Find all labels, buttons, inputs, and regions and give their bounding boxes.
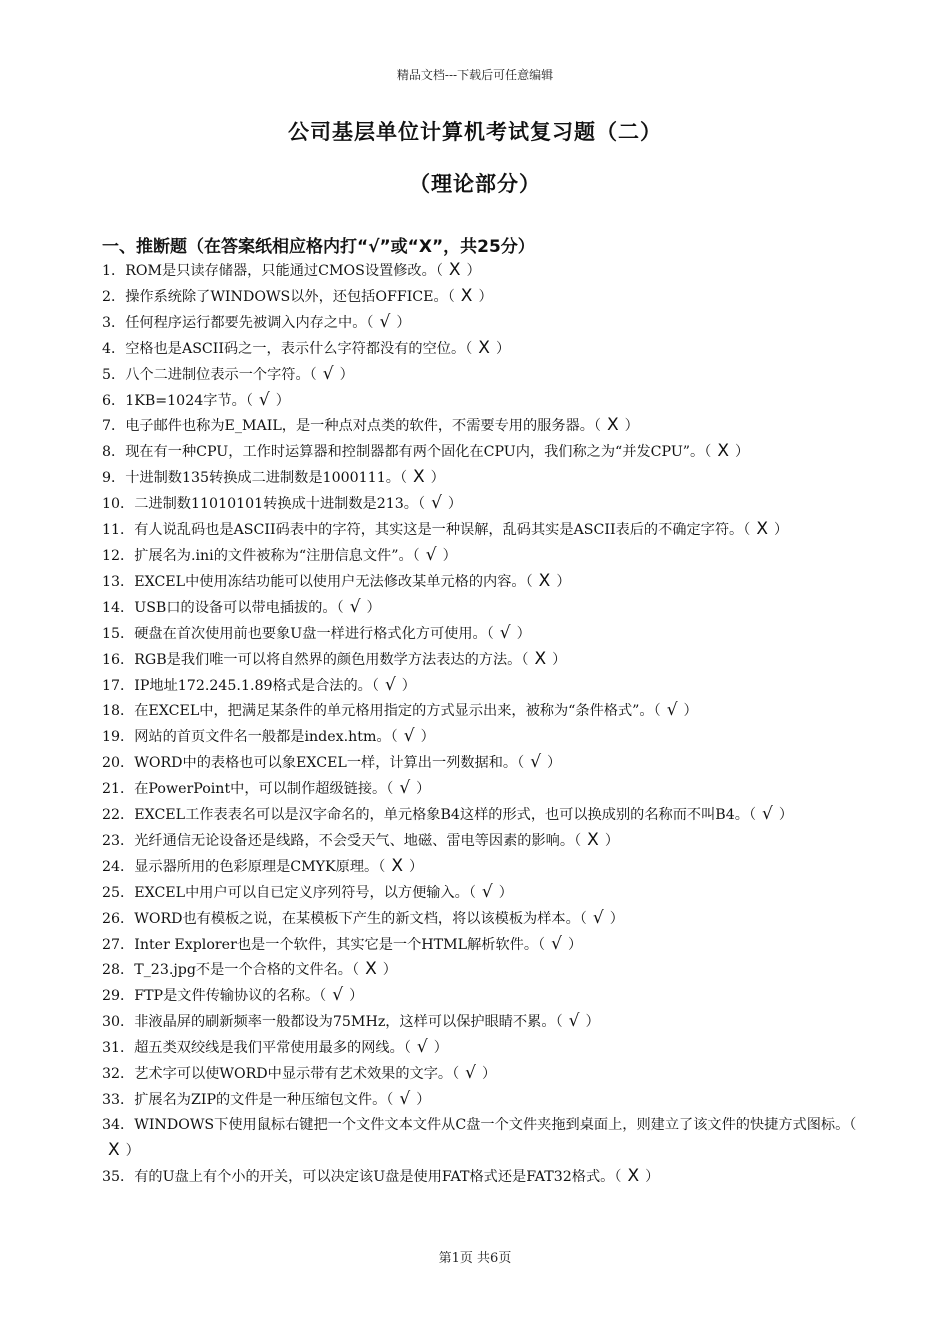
answer-mark: X [627, 1165, 640, 1186]
question-text: 26．WORD也有模板之说，在某模板下产生的新文档，将以该模板为样本。（ [102, 910, 587, 927]
question-text: 30．非液晶屏的刷新频率一般都设为75MHz，这样可以保护眼睛不累。（ [102, 1014, 563, 1031]
question-close: ） [604, 832, 620, 849]
question-item [102, 284, 858, 310]
question-close: ） [416, 781, 431, 798]
question-item [102, 543, 858, 569]
question-text: 5．八个二进制位表示一个字符。（ [102, 366, 317, 383]
question-text: 29．FTP是文件传输协议的名称。（ [102, 988, 327, 1005]
question-text: 14．USB口的设备可以带电插拔的。（ [102, 599, 344, 616]
answer-mark: X [717, 441, 729, 462]
answer-mark: X [607, 415, 619, 436]
question-text: 1．ROM是只读存储器，只能通过CMOS设置修改。（ [102, 263, 443, 279]
question-close: ） [420, 729, 435, 746]
answer-mark: √ [481, 881, 493, 902]
question-close: ） [125, 1142, 140, 1159]
answer-mark: √ [762, 804, 773, 825]
question-item [102, 310, 858, 336]
section-heading: 一、推断题（在答案纸相应格内打“√”或“X”，共25分） [102, 237, 535, 257]
question-text: 33．扩展名为ZIP的文件是一种压缩包文件。（ [102, 1092, 394, 1108]
question-text: 23．光纤通信无论设备还是线路，不会受天气、地磁、雷电等因素的影响。（ [102, 832, 582, 849]
answer-mark: X [534, 648, 547, 669]
question-item [102, 517, 858, 543]
answer-mark: √ [431, 493, 442, 514]
question-close: ） [401, 677, 416, 694]
question-item [102, 1009, 858, 1035]
question-text: 7．电子邮件也称为E_MAIL，是一种点对点类的软件，不需要专用的服务器。（ [102, 418, 601, 435]
question-close: ） [339, 366, 354, 383]
question-close: ） [416, 1092, 431, 1108]
question-item [102, 880, 858, 906]
question-text: 18．在EXCEL中，把满足某条件的单元格用指定的方式显示出来，被称为“条件格式”。（ [102, 703, 661, 720]
question-text: 3．任何程序运行都要先被调入内存之中。（ [102, 314, 374, 331]
question-item [102, 362, 858, 388]
question-text: 16．RGB是我们唯一可以将自然界的颜色用数学方法表达的方法。（ [102, 651, 529, 668]
question-item [102, 388, 858, 414]
question-close: ） [349, 988, 364, 1005]
answer-mark: X [478, 337, 490, 358]
page-footer: 第1页 共6页 [438, 1251, 512, 1266]
question-text: 4．空格也是ASCII码之一，表示什么字符都没有的空位。（ [102, 340, 473, 357]
question-close: ） [556, 573, 571, 590]
question-item [102, 595, 858, 621]
question-item [102, 465, 858, 491]
question-item [102, 698, 858, 724]
question-text: 10．二进制数11010101转换成十进制数是213。（ [102, 496, 426, 513]
question-text: 25．EXCEL中用户可以自已定义序列符号，以方便输入。（ [102, 884, 476, 901]
question-close: ） [466, 263, 481, 279]
answer-mark: √ [592, 907, 604, 928]
answer-mark: X [756, 519, 768, 540]
document-subtitle: （理论部分） [409, 172, 541, 196]
question-text: 31．超五类双绞线是我们平常使用最多的网线。（ [102, 1040, 411, 1057]
answer-mark: √ [416, 1037, 428, 1058]
answer-mark: √ [568, 1011, 580, 1032]
question-close: ） [396, 314, 411, 331]
answer-mark: X [391, 855, 403, 876]
question-item [102, 1113, 858, 1164]
question-text: 24．显示器所用的色彩原理是CMYK原理。（ [102, 858, 386, 875]
question-list [102, 258, 858, 1190]
answer-mark: √ [258, 389, 270, 410]
question-text: 11．有人说乱码也是ASCII码表中的字符，其实这是一种误解，乱码其实是ASCII表后的不确定字符。（ [102, 522, 751, 539]
question-close: ） [495, 340, 511, 357]
page-header: 精品文档---下载后可任意编辑 [396, 68, 554, 82]
question-item [102, 724, 858, 750]
question-close: ） [447, 496, 463, 513]
question-close: ） [482, 1066, 497, 1083]
answer-mark: √ [379, 311, 391, 332]
answer-mark: √ [465, 1063, 477, 1084]
question-item [102, 1035, 858, 1061]
question-item [102, 854, 858, 880]
question-item [102, 1164, 858, 1190]
question-item [102, 413, 858, 439]
question-text: 8．现在有一种CPU，工作时运算器和控制器都有两个固化在CPU内，我们称之为“并发CPU”。（ [102, 444, 712, 461]
question-close: ） [683, 703, 698, 720]
question-close: ） [624, 418, 639, 435]
question-text: 34．WINDOWS下使用鼠标右键把一个文件文本文件从C盘一个文件夹拖到桌面上，则建立了该文件的快捷方式图标。（ [102, 1116, 857, 1133]
question-item [102, 491, 858, 517]
answer-mark: √ [399, 778, 411, 799]
question-item [102, 1087, 858, 1113]
question-item [102, 750, 858, 776]
question-close: ） [275, 392, 290, 409]
question-item [102, 776, 858, 802]
question-text: 15．硬盘在首次使用前也要象U盘一样进行格式化方可使用。（ [102, 625, 494, 642]
question-close: ） [366, 599, 381, 616]
question-item [102, 258, 858, 284]
question-text: 28．T_23.jpg不是一个合格的文件名。（ [102, 962, 360, 979]
question-text: 35．有的U盘上有个小的开关，可以决定该U盘是使用FAT格式还是FAT32格式。（ [102, 1168, 622, 1185]
question-item [102, 802, 858, 828]
question-item [102, 621, 858, 647]
document-title: 公司基层单位计算机考试复习题（二） [288, 120, 662, 144]
question-item [102, 983, 858, 1009]
question-close: ） [609, 910, 624, 927]
question-text: 12．扩展名为.ini的文件被称为“注册信息文件”。（ [102, 547, 420, 564]
question-text: 22．EXCEL工作表表名可以是汉字命名的，单元格象B4这样的形式，也可以换成别的名称而不叫B4。（ [102, 807, 757, 824]
answer-mark: X [460, 285, 473, 306]
answer-mark: √ [349, 596, 361, 617]
question-text: 2．操作系统除了WINDOWS以外，还包括OFFICE。（ [102, 288, 455, 305]
question-text: 6．1KB=1024字节。（ [102, 392, 253, 409]
question-close: ） [585, 1014, 600, 1031]
answer-mark: X [413, 467, 425, 488]
question-close: ） [645, 1168, 660, 1185]
question-item [102, 957, 858, 983]
question-text: 20．WORD中的表格也可以象EXCEL一样，计算出一列数据和。（ [102, 755, 525, 772]
question-close: ） [478, 288, 493, 305]
answer-mark: √ [403, 726, 415, 747]
question-close: ） [552, 651, 567, 668]
question-close: ） [442, 547, 457, 564]
question-item [102, 569, 858, 595]
question-item [102, 673, 858, 699]
question-close: ） [498, 884, 513, 901]
question-item [102, 828, 858, 854]
question-close: ） [382, 962, 397, 979]
question-close: ） [734, 444, 750, 461]
answer-mark: √ [499, 622, 511, 643]
question-close: ） [547, 755, 562, 772]
question-text: 19．网站的首页文件名一般都是index.htm。（ [102, 729, 398, 746]
question-text: 13．EXCEL中使用冻结功能可以使用户无法修改某单元格的内容。（ [102, 573, 533, 590]
answer-mark: X [365, 959, 377, 980]
question-text: 21．在PowerPoint中，可以制作超级链接。（ [102, 781, 394, 798]
question-item [102, 1061, 858, 1087]
question-close: ） [433, 1040, 448, 1057]
question-item [102, 932, 858, 958]
question-close: ） [430, 470, 445, 487]
question-text: 27．Inter Explorer也是一个软件，其实它是一个HTML解析软件。（ [102, 936, 546, 953]
answer-mark: √ [530, 752, 542, 773]
question-item [102, 336, 858, 362]
answer-mark: √ [551, 933, 562, 954]
question-close: ） [778, 807, 794, 824]
question-text: 32．艺术字可以使WORD中显示带有艺术效果的文字。（ [102, 1066, 460, 1083]
answer-mark: X [587, 829, 599, 850]
question-text: 9．十进制数135转换成二进制数是1000111。（ [102, 470, 408, 487]
question-text: 17．IP地址172.245.1.89格式是合法的。（ [102, 677, 379, 694]
answer-mark: X [538, 570, 551, 591]
question-close: ） [408, 858, 424, 875]
question-close: ） [773, 522, 789, 539]
answer-mark: √ [322, 363, 334, 384]
answer-mark: X [108, 1139, 120, 1160]
question-close: ） [516, 625, 531, 642]
answer-mark: √ [399, 1089, 411, 1109]
question-item [102, 439, 858, 465]
answer-mark: X [448, 260, 461, 280]
question-item [102, 906, 858, 932]
answer-mark: √ [425, 544, 437, 565]
answer-mark: √ [666, 700, 678, 721]
answer-mark: √ [384, 674, 396, 695]
question-item [102, 647, 858, 673]
question-close: ） [567, 936, 583, 953]
answer-mark: √ [332, 985, 344, 1006]
